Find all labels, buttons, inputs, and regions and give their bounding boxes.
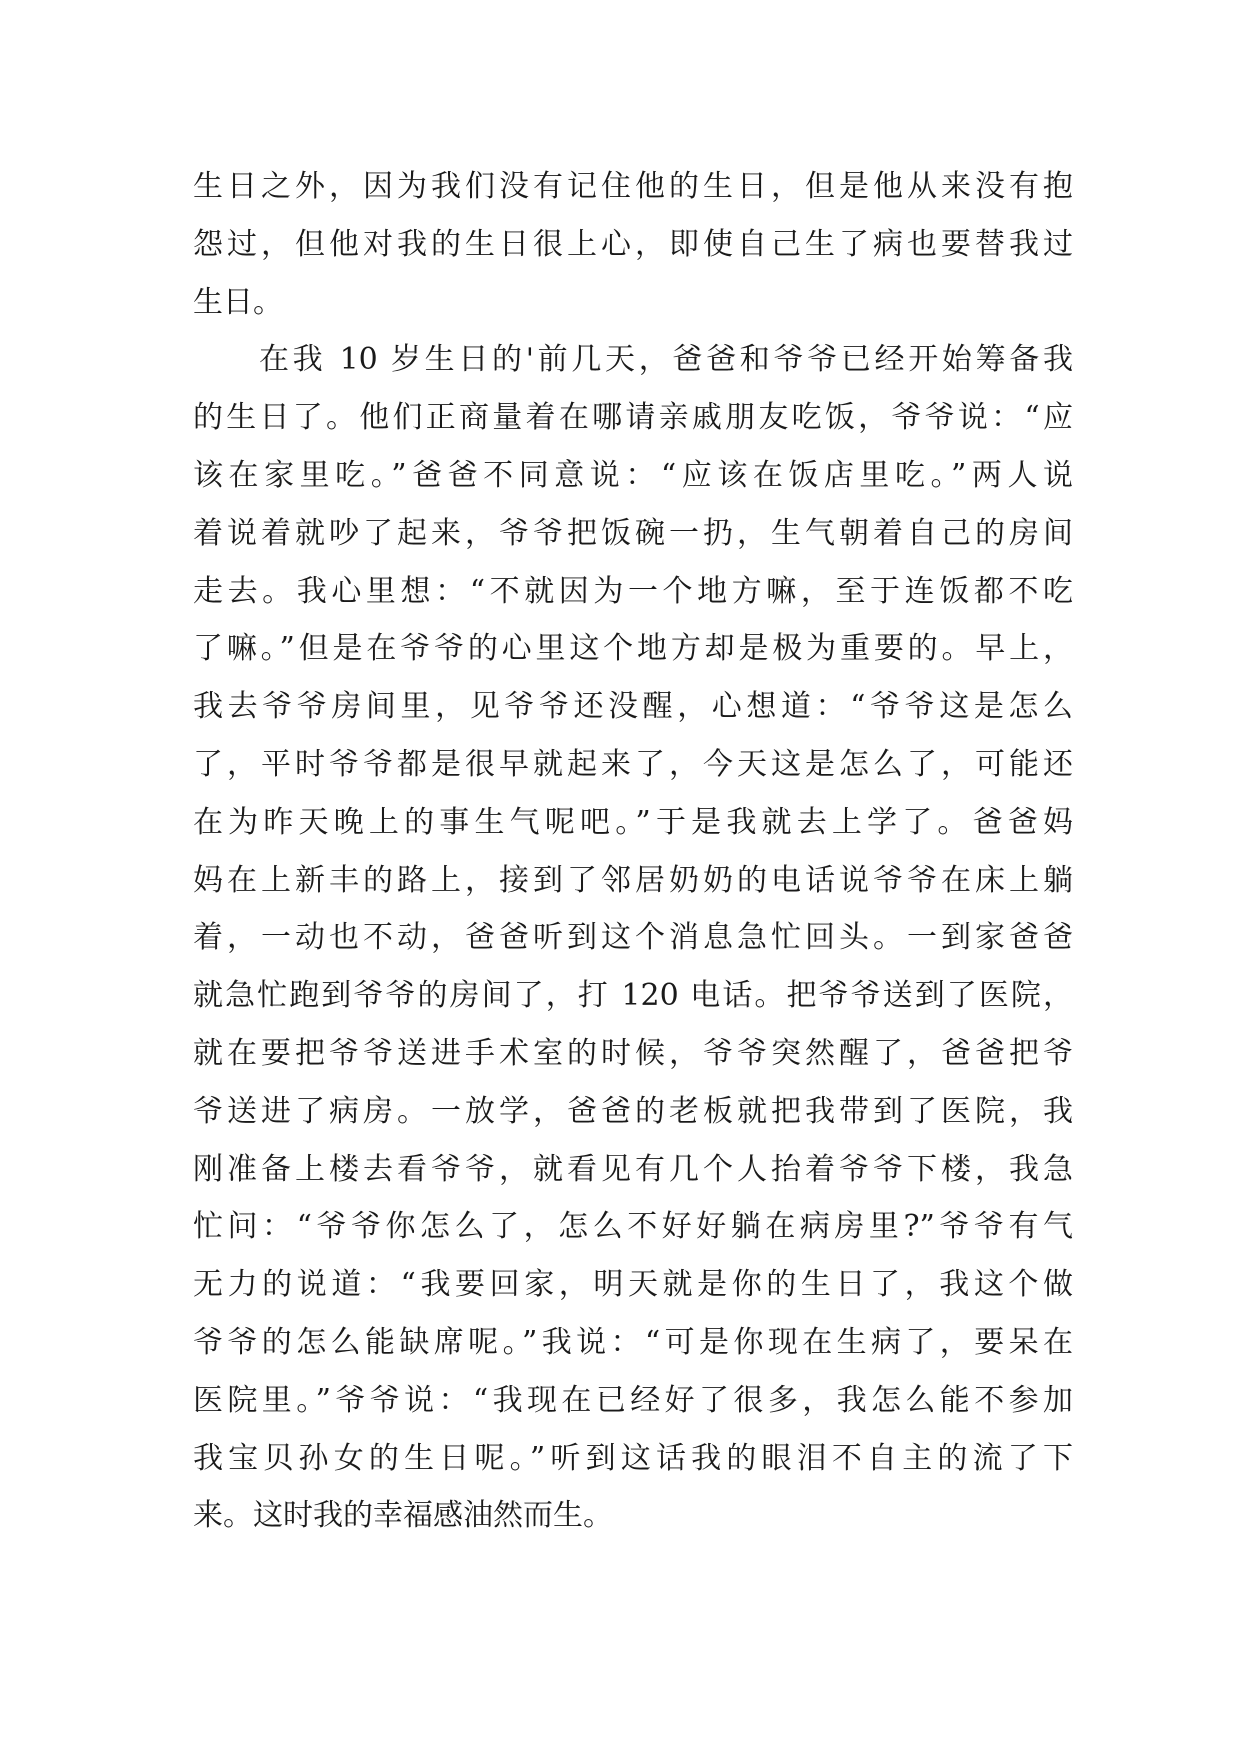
paragraph-2-line-8: 了，平时爷爷都是很早就起来了，今天这是怎么了，可能还 [193, 746, 1073, 782]
paragraph-2-line-10: 妈在上新丰的路上，接到了邻居奶奶的电话说爷爷在床上躺 [193, 862, 1073, 898]
paragraph-2-line-18: 爷爷的怎么能缺席呢。”我说：“可是你现在生病了，要呆在 [193, 1324, 1073, 1360]
paragraph-2-line-14: 爷送进了病房。一放学，爸爸的老板就把我带到了医院，我 [193, 1093, 1073, 1129]
paragraph-2-line-19: 医院里。”爷爷说：“我现在已经好了很多，我怎么能不参加 [193, 1382, 1073, 1418]
paragraph-2-line-9: 在为昨天晚上的事生气呢吧。”于是我就去上学了。爸爸妈 [193, 804, 1073, 840]
paragraph-2-line-2: 的生日了。他们正商量着在哪请亲戚朋友吃饭，爷爷说：“应 [193, 400, 1073, 436]
paragraph-2-line-13: 就在要把爷爷送进手术室的时候，爷爷突然醒了，爸爸把爷 [193, 1035, 1073, 1071]
paragraph-2-line-17: 无力的说道：“我要回家，明天就是你的生日了，我这个做 [193, 1267, 1073, 1303]
paragraph-2-line-11: 着，一动也不动，爸爸听到这个消息急忙回头。一到家爸爸 [193, 920, 1073, 956]
paragraph-1-line-2: 怨过，但他对我的生日很上心，即使自己生了病也要替我过 [193, 226, 1073, 262]
paragraph-2-line-1: 在我 10 岁生日的'前几天，爸爸和爷爷已经开始筹备我 [259, 342, 1073, 378]
paragraph-2-line-15: 刚准备上楼去看爷爷，就看见有几个人抬着爷爷下楼，我急 [193, 1151, 1073, 1187]
paragraph-2-line-3: 该在家里吃。”爸爸不同意说：“应该在饭店里吃。”两人说 [193, 457, 1073, 493]
paragraph-1-line-1: 生日之外，因为我们没有记住他的生日，但是他从来没有抱 [193, 169, 1073, 204]
paragraph-2-line-20: 我宝贝孙女的生日呢。”听到这话我的眼泪不自主的流了下 [193, 1440, 1073, 1476]
paragraph-1-line-3: 生日。 [193, 284, 283, 320]
body-text [193, 158, 1073, 1545]
paragraph-2-line-5: 走去。我心里想：“不就因为一个地方嘛，至于连饭都不吃 [193, 573, 1073, 609]
paragraph-2-line-21: 来。这时我的幸福感油然而生。 [193, 1498, 613, 1534]
paragraph-2-line-16: 忙问：“爷爷你怎么了，怎么不好好躺在病房里?”爷爷有气 [193, 1209, 1073, 1245]
paragraph-2-line-6: 了嘛。”但是在爷爷的心里这个地方却是极为重要的。早上， [193, 631, 1073, 667]
paragraph-2-line-12: 就急忙跑到爷爷的房间了，打 120 电话。把爷爷送到了医院， [193, 978, 1073, 1014]
paragraph-2-line-4: 着说着就吵了起来，爷爷把饭碗一扔，生气朝着自己的房间 [193, 515, 1073, 551]
paragraph-2-line-7: 我去爷爷房间里，见爷爷还没醒，心想道：“爷爷这是怎么 [193, 689, 1073, 725]
